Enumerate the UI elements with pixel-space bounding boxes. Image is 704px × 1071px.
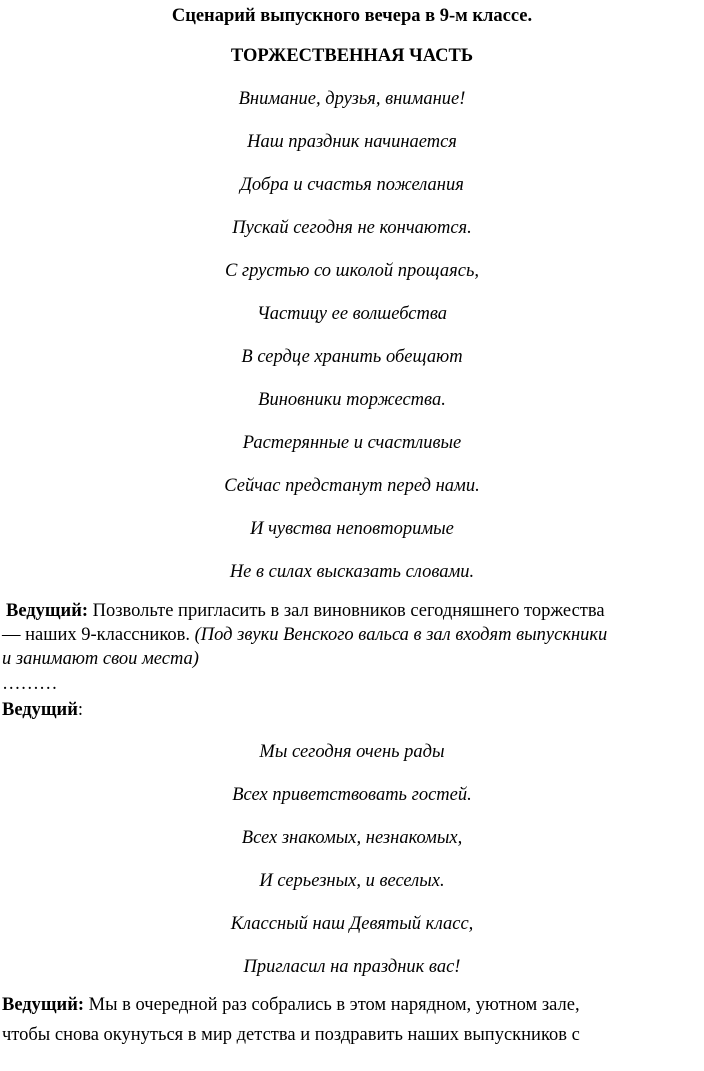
document-title: Сценарий выпускного вечера в 9-м классе.: [171, 6, 533, 26]
poem-line: Внимание, друзья, внимание!: [238, 89, 466, 109]
paragraph-line: [6, 601, 605, 622]
poem-line: Пригласил на праздник вас!: [243, 957, 461, 977]
poem-line: И серьезных, и веселых.: [259, 871, 445, 891]
ellipsis: ………: [2, 674, 58, 694]
paragraph-text: Мы в очередной раз собрались в этом нарядном, уютном зале,: [84, 995, 580, 1015]
poem-line: Частицу ее волшебства: [256, 304, 448, 324]
section-heading: ТОРЖЕСТВЕННАЯ ЧАСТЬ: [230, 46, 474, 66]
paragraph-text: — наших 9-классников.: [2, 625, 195, 645]
poem-line: Добра и счастья пожелания: [240, 175, 464, 195]
poem-line: Всех приветствовать гостей.: [232, 785, 472, 805]
poem-line: Классный наш Девятый класс,: [230, 914, 474, 934]
stage-direction: и занимают свои места): [2, 649, 199, 669]
poem-line: В сердце хранить обещают: [241, 347, 463, 367]
poem-line: Растерянные и счастливые: [242, 433, 462, 453]
paragraph-line: чтобы снова окунуться в мир детства и поздравить наших выпускников с: [2, 1025, 580, 1045]
poem-line: Всех знакомых, незнакомых,: [241, 828, 463, 848]
speaker-label: Ведущий:: [6, 601, 89, 621]
speaker-label: Ведущий: [2, 700, 78, 720]
poem-line: Мы сегодня очень рады: [259, 742, 445, 762]
stage-direction: (Под звуки Венского вальса в зал входят выпускники: [194, 625, 608, 645]
paragraph-text: Позвольте пригласить в зал виновников сегодняшнего торжества: [88, 601, 605, 621]
poem-line: Не в силах высказать словами.: [229, 562, 475, 582]
poem-line: Сейчас предстанут перед нами.: [224, 476, 480, 496]
paragraph-2: [2, 700, 83, 721]
poem-line: И чувства неповторимые: [250, 519, 454, 539]
poem-line: Наш праздник начинается: [247, 132, 457, 152]
poem-line: С грустью со школой прощаясь,: [224, 261, 480, 281]
speaker-label: Ведущий:: [2, 995, 85, 1015]
poem-line: Виновники торжества.: [258, 390, 446, 410]
poem-line: Пускай сегодня не кончаются.: [232, 218, 472, 238]
paragraph-line: [2, 625, 607, 646]
paragraph-line: [2, 995, 580, 1016]
colon: :: [77, 700, 83, 720]
